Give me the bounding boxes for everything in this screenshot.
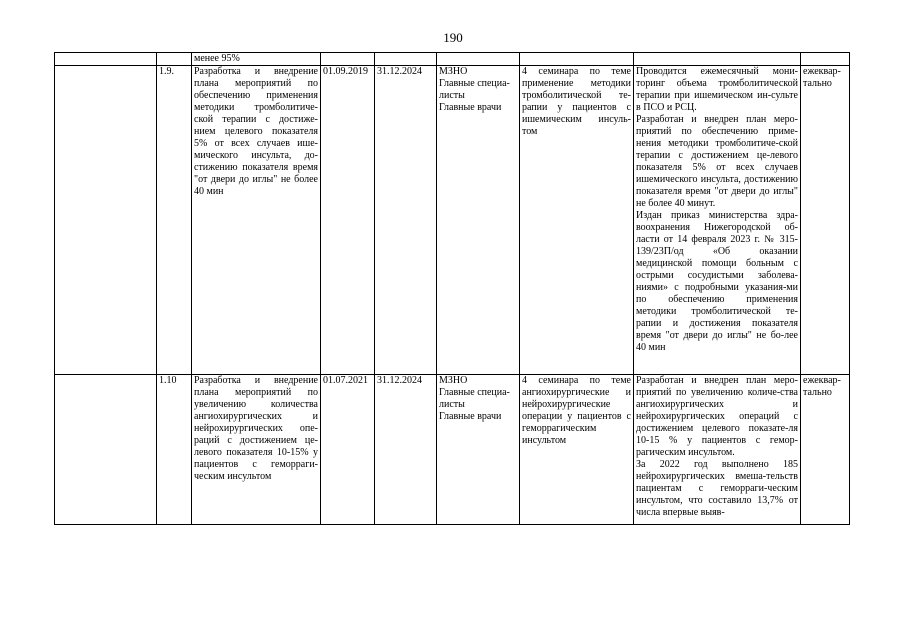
start-date-cell: 01.09.2019	[321, 66, 375, 375]
table-row	[55, 375, 850, 525]
frequency-cell: ежеквар-тально	[801, 66, 850, 375]
activity-cell: Разработка и внедрение плана мероприятий по обеспечению применения методики тромболитиче-ской терапии с достиже-нием целевого показателя 5% от всех случаев ише-мического инсульта, до-стижению показателя время "от двери до иглы" не более 40 мин	[192, 66, 321, 375]
page-number: 190	[443, 30, 463, 45]
continuation-row	[55, 53, 850, 66]
responsible-item: Главные врачи	[439, 102, 502, 113]
continuation-text: менее 95%	[192, 53, 321, 66]
status-paragraph: За 2022 год выполнено 185 нейрохирургических вмеша-тельств пациентам с геморраги-ческим инсультом, что составило 13,7% от числа впервые выяв-	[636, 459, 798, 518]
status-paragraph: Издан приказ министерства здра-воохранения Нижегородской об-ласти от 14 февраля 2023 г. № 315-139/23П/од «Об оказании медицинской помощи больным с острыми сосудистыми заболева-ниями» с подробными указания-ми по обеспечению применения методики тромболитической те-рапии и достижения показателя время "от двери до иглы" не бо-лее 40 мин	[636, 210, 798, 353]
responsible-item: МЗНО	[439, 66, 468, 77]
responsible-cell	[437, 375, 520, 525]
responsible-item: МЗНО	[439, 375, 468, 386]
status-cell	[634, 375, 801, 525]
responsible-item: Главные специа-листы	[439, 78, 510, 101]
start-date-cell: 01.07.2021	[321, 375, 375, 525]
end-date-cell: 31.12.2024	[375, 66, 437, 375]
frequency-cell: ежеквар-тально	[801, 375, 850, 525]
result-cell: 4 семинара по теме ангиохирургические и нейрохирургические операции у пациентов с геморрагическим инсультом	[520, 375, 634, 525]
status-cell	[634, 66, 801, 375]
responsible-item: Главные врачи	[439, 411, 502, 422]
status-paragraph: Разработан и внедрен план меро-приятий по обеспечению приме-нения методики тромболитиче-ской терапии с достижением це-левого показателя 5% от всех случаев ишемического инсульта, достижению показателя время "от двери до иглы" не более 40 минут.	[636, 114, 798, 209]
result-cell: 4 семинара по теме применение методики тромболитической те-рапии у пациентов с ишемическим инсуль-том	[520, 66, 634, 375]
status-paragraph: Разработан и внедрен план меро-приятий по увеличению количе-ства ангиохирургических и нейрохирургических операций с достижением целевого показате-ля 10-15 % у пациентов с гемор-рагическим инсультом.	[636, 375, 798, 458]
end-date-cell: 31.12.2024	[375, 375, 437, 525]
row-number: 1.10	[157, 375, 192, 525]
row-number: 1.9.	[157, 66, 192, 375]
responsible-item: Главные специа-листы	[439, 387, 510, 410]
responsible-cell	[437, 66, 520, 375]
activity-cell: Разработка и внедрение плана мероприятий по увеличению количества ангиохирургических и нейрохирургических опе-раций с достижением це-левого показателя 10-15% у пациентов с геморраги-ческим инсультом	[192, 375, 321, 525]
status-paragraph: Проводится ежемесячный мони-торинг объема тромболитической терапии при ишемическом ин-сульте в ПСО и РСЦ.	[636, 66, 798, 113]
plan-table	[54, 52, 850, 525]
table-row	[55, 66, 850, 375]
